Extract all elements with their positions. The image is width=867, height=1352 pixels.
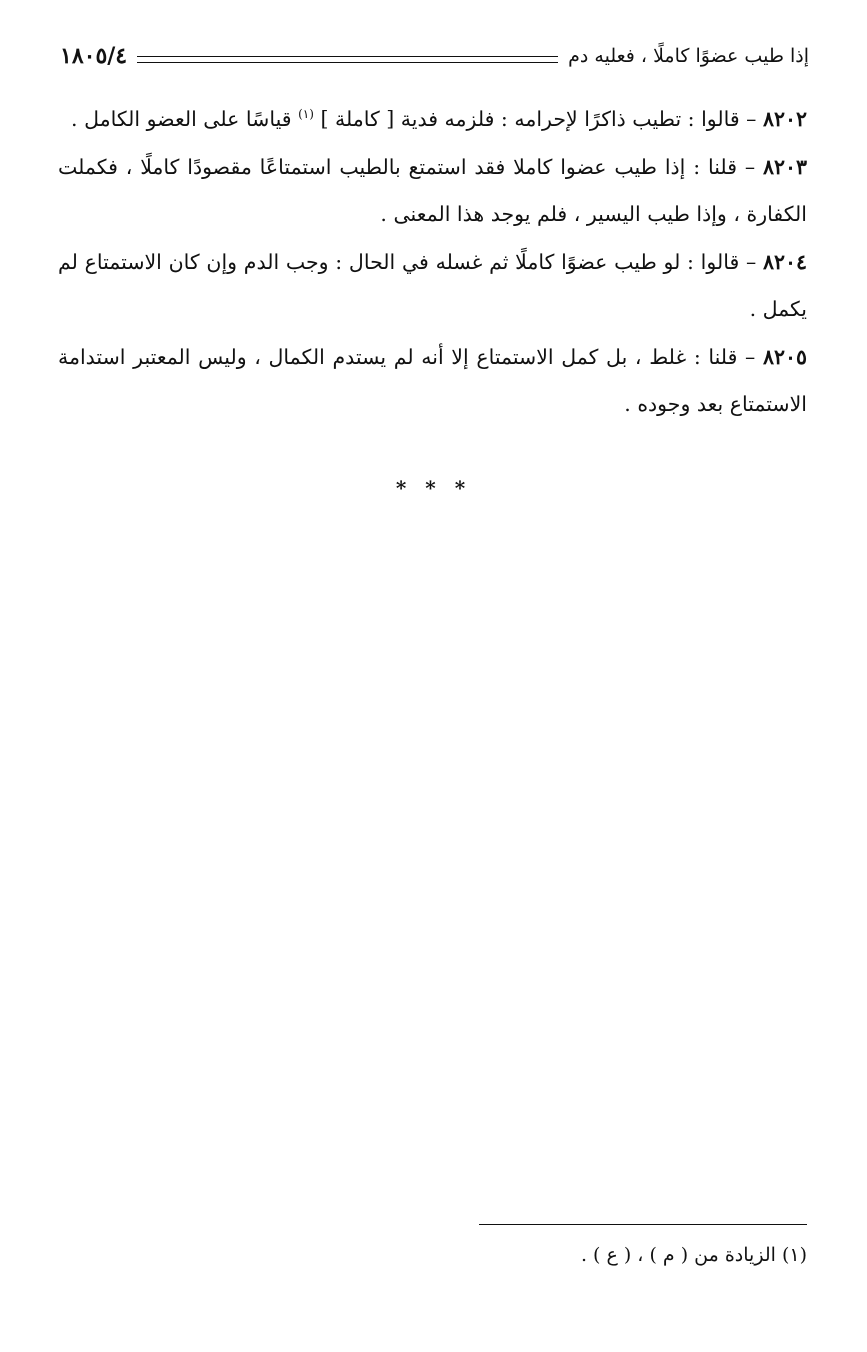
footnote-divider xyxy=(479,1224,807,1225)
footnote-reference[interactable]: (١) xyxy=(298,107,314,122)
paragraph-number: ٨٢٠٢ xyxy=(762,107,807,131)
header-rule xyxy=(137,56,558,63)
paragraph-8203 xyxy=(58,144,807,238)
paragraph-text: قياسًا على العضو الكامل . xyxy=(71,107,299,131)
footnote-1: (١) الزيادة من ( م ) ، ( ع ) . xyxy=(580,1244,807,1266)
paragraph-number: ٨٢٠٣ xyxy=(762,155,807,179)
paragraph-8202 xyxy=(58,96,807,143)
paragraph-text: – قلنا : إذا طيب عضوا كاملا فقد استمتع بالطيب استمتاعًا مقصودًا كاملًا ، فكملت الكفارة ، وإذا طيب اليسير ، فلم يوجد هذا المعنى . xyxy=(58,155,807,226)
running-header xyxy=(60,40,809,72)
header-title: إذا طيب عضوًا كاملًا ، فعليه دم xyxy=(568,45,809,67)
page-body xyxy=(58,96,807,429)
section-separator: * * * xyxy=(395,476,472,500)
paragraph-8204 xyxy=(58,239,807,333)
paragraph-8205 xyxy=(58,334,807,428)
paragraph-number: ٨٢٠٥ xyxy=(762,345,807,369)
paragraph-text: – قالوا : لو طيب عضوًا كاملًا ثم غسله في الحال : وجب الدم وإن كان الاستمتاع لم يكمل . xyxy=(58,250,807,321)
paragraph-number: ٨٢٠٤ xyxy=(762,250,807,274)
header-page-number: ١٨٠٥/٤ xyxy=(60,43,128,69)
paragraph-text: – قالوا : تطيب ذاكرًا لإحرامه : فلزمه فدية [ كاملة ] xyxy=(313,107,763,131)
paragraph-text: – قلنا : غلط ، بل كمل الاستمتاع إلا أنه لم يستدم الكمال ، وليس المعتبر استدامة الاستمتاع بعد وجوده . xyxy=(58,345,807,416)
